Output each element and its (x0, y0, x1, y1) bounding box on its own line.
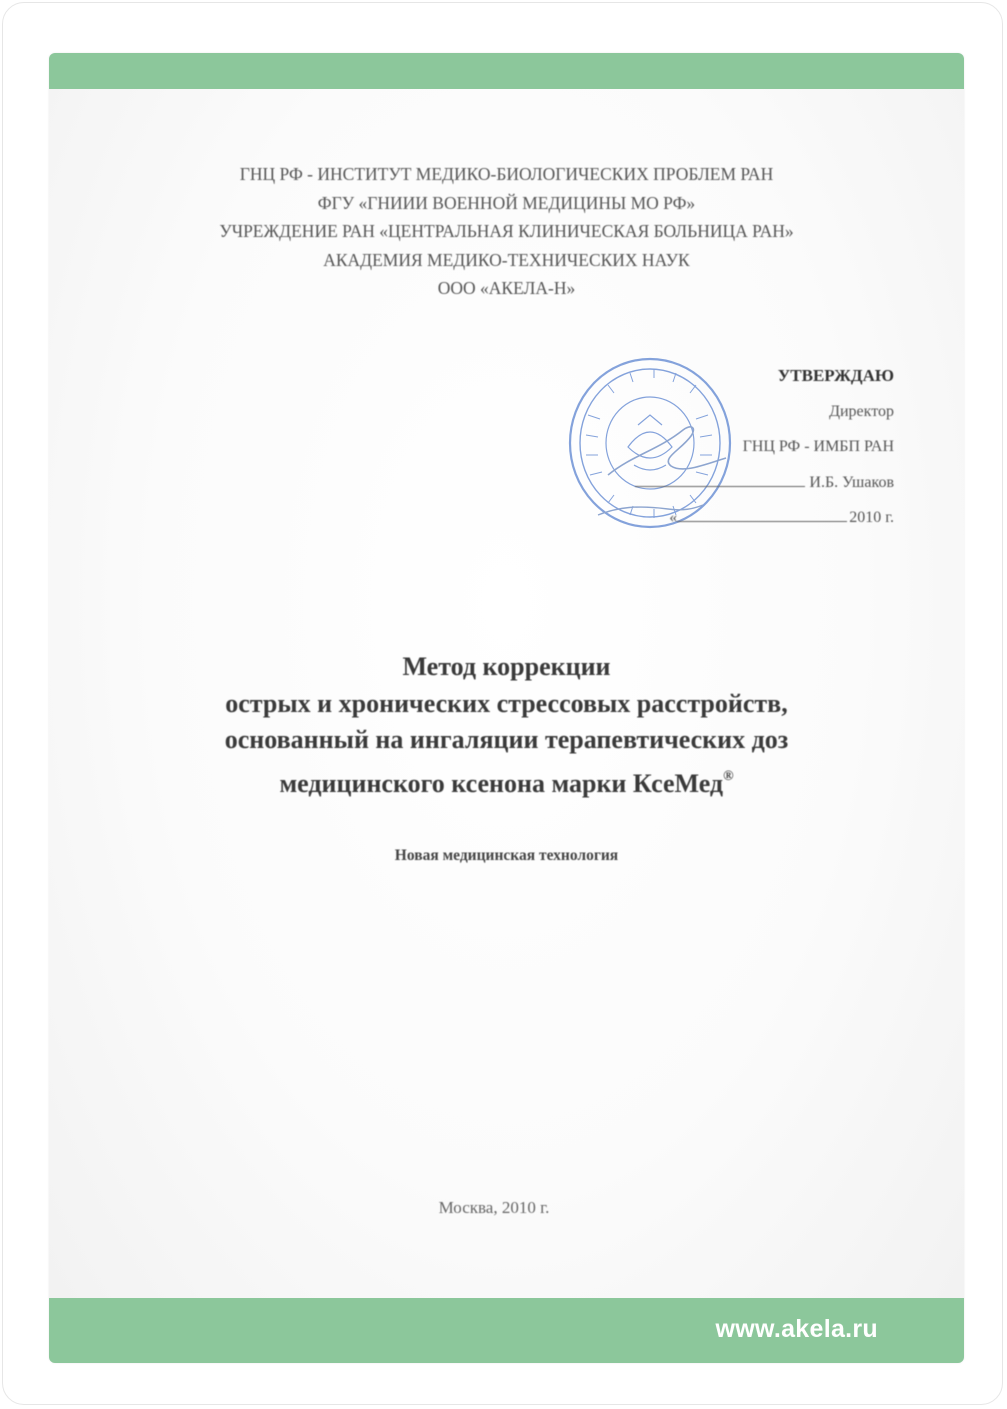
document-title (49, 649, 964, 802)
title-line-last (49, 759, 964, 803)
organization-line: ООО «АКЕЛА-Н» (437, 278, 576, 298)
approval-heading: УТВЕРЖДАЮ (777, 366, 894, 385)
approval-year: 2010 г. (849, 509, 894, 526)
date-quote: « (669, 509, 678, 526)
place-and-date: Москва, 2010 г. (438, 1198, 550, 1217)
document-card (2, 2, 1003, 1405)
approver-position: Директор (829, 402, 894, 420)
title-line: Метод коррекции (402, 652, 611, 681)
approver-institution: ГНЦ РФ - ИМБП РАН (742, 438, 894, 455)
date-blank (677, 520, 847, 522)
footer-url-link[interactable]: www.akela.ru (715, 1315, 878, 1343)
registered-mark: ® (723, 768, 734, 784)
organization-line: ГНЦ РФ - ИНСТИТУТ МЕДИКО-БИОЛОГИЧЕСКИХ ПРОБЛЕМ РАН (239, 164, 774, 184)
organization-line: АКАДЕМИЯ МЕДИКО-ТЕХНИЧЕСКИХ НАУК (323, 249, 690, 270)
title-line: основанный на ингаляции терапевтических доз (224, 725, 789, 754)
organization-line: УЧРЕЖДЕНИЕ РАН «ЦЕНТРАЛЬНАЯ КЛИНИЧЕСКАЯ БОЛЬНИЦА РАН» (219, 221, 794, 241)
signature-line (635, 465, 894, 501)
signature-blank (635, 485, 805, 487)
organization-line: ФГУ «ГНИИИ ВОЕННОЙ МЕДИЦИНЫ МО РФ» (317, 192, 696, 213)
signatory-name: И.Б. Ушаков (809, 473, 894, 491)
title-line: острых и хронических стрессовых расстройств, (225, 688, 788, 718)
document-page (49, 53, 964, 1363)
title-line-text: медицинского ксенона марки КсеМед (279, 768, 724, 798)
approval-block (635, 358, 894, 536)
approval-date-line (635, 500, 894, 536)
top-green-band (49, 53, 964, 89)
document-subtitle: Новая медицинская технология (394, 847, 619, 864)
organizations-header (49, 160, 964, 303)
